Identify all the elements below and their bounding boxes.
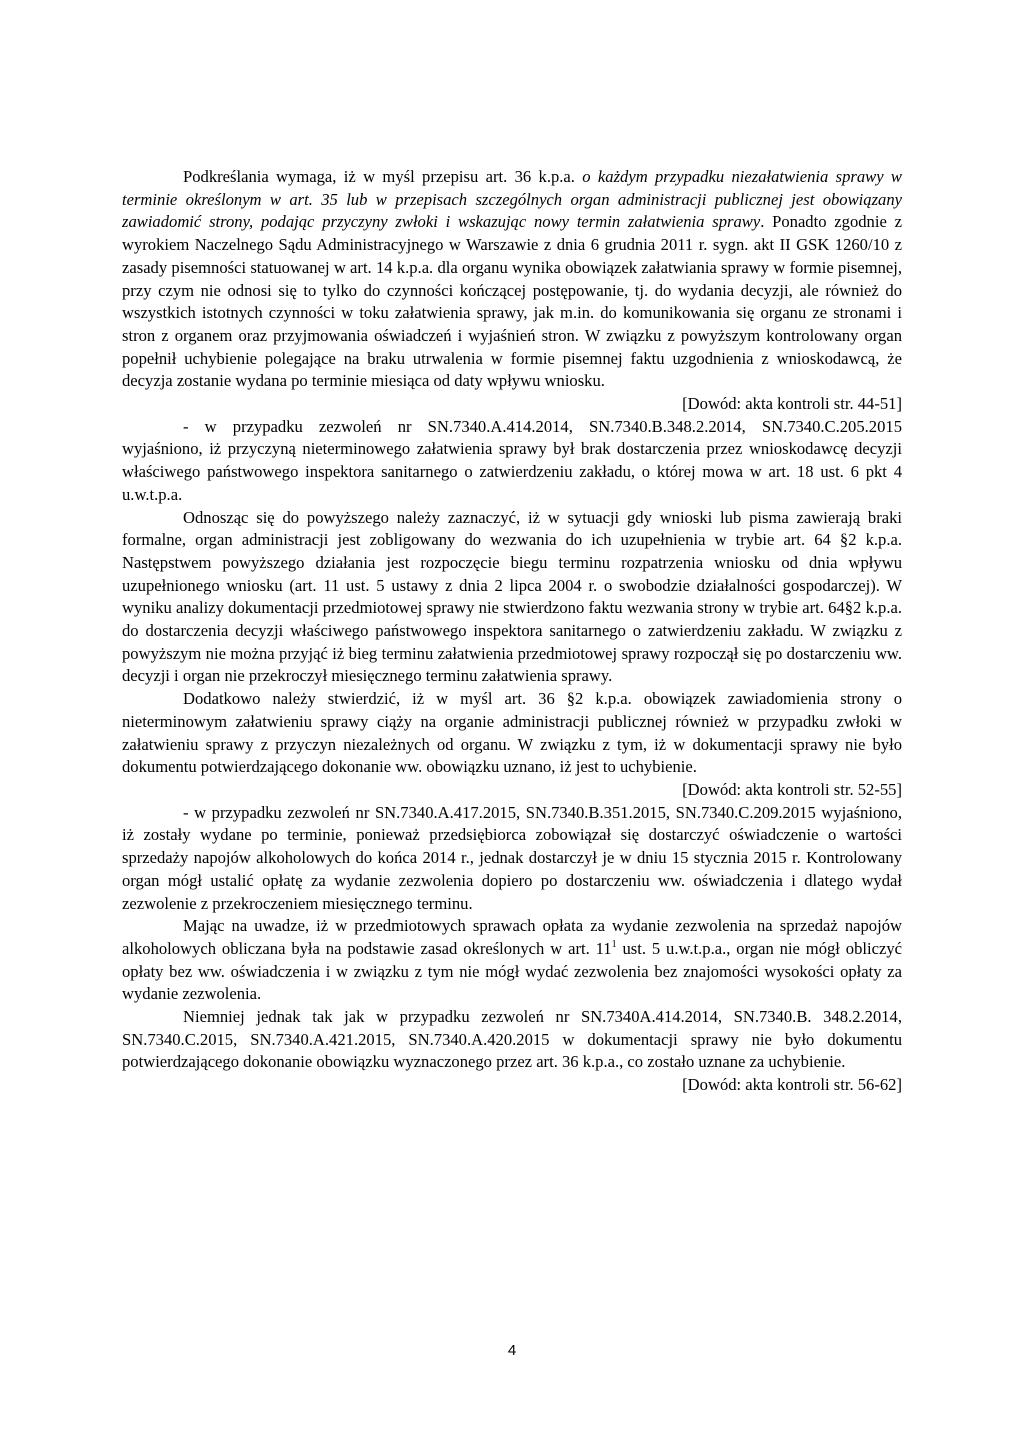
page-number: 4 [507, 1342, 517, 1359]
evidence-citation: [Dowód: akta kontroli str. 52-55] [682, 779, 902, 799]
paragraph-formal-deficiencies: Odnosząc się do powyższego należy zaznaczyć, iż w sytuacji gdy wnioski lub pisma zawierają braki formalne, organ administracji jest zobligowany do wezwania do ich uzupełnienia w trybie art. 64 §2 k.p.a. Następstwem powyższego działania jest rozpoczęcie biegu terminu rozpatrzenia wniosku od dnia wpływu uzupełnionego wniosku (art. 11 ust. 5 ustawy z dnia 2 lipca 2004 r. o swobodzie działalności gospodarczej). W wyniku analizy dokumentacji przedmiotowej sprawy nie stwierdzono faktu wezwania strony w trybie art. 64§2 k.p.a. do dostarczenia decyzji właściwego państwowego inspektora sanitarnego o zatwierdzeniu zakładu. W związku z powyższym nie można przyjąć iż bieg terminu załatwienia przedmiotowej sprawy rozpoczął się po dostarczeniu ww. decyzji i organ nie przekroczył miesięcznego terminu załatwienia sprawy. [122, 507, 902, 686]
superscript: 1 [611, 938, 617, 950]
paragraph-notification-obligation [122, 166, 902, 393]
paragraph-case-permits-2014: - w przypadku zezwoleń nr SN.7340.A.414.2014, SN.7340.B.348.2.2014, SN.7340.C.205.2015 wyjaśniono, iż przyczyną nieterminowego załatwienia sprawy był brak dostarczenia przez wnioskodawcę decyzji właściwego państwowego inspektora sanitarnego o zatwierdzeniu zakładu, o której mowa w art. 18 ust. 6 pkt 4 u.w.t.p.a. [122, 416, 902, 504]
paragraph-text: ust. 5 u.w.t.p.a., organ nie mógł obliczyć opłaty bez ww. oświadczenia i w związku z tym nie mógł wydać zezwolenia bez znajomości wysokości opłaty za wydanie zezwolenia. [122, 938, 902, 1004]
evidence-citation: [Dowód: akta kontroli str. 44-51] [682, 394, 902, 414]
paragraph-fee-calculation [122, 915, 902, 1006]
evidence-citation: [Dowód: akta kontroli str. 56-62] [682, 1075, 902, 1095]
quoted-provision: o każdym przypadku niezałatwienia sprawy w terminie określonym w art. 35 lub w przepisach szczególnych organ administracji publicznej jest obowiązany zawiadomić strony, podając przyczyny zwłoki i wskazując nowy termin załatwienia sprawy [122, 167, 902, 232]
paragraph-case-permits-2015: - w przypadku zezwoleń nr SN.7340.A.417.2015, SN.7340.B.351.2015, SN.7340.C.209.2015 wyjaśniono, iż zostały wydane po terminie, ponieważ przedsiębiorca zobowiązał się dostarczyć oświadczenie o wartości sprzedaży napojów alkoholowych do końca 2014 r., jednak dostarczył je w dniu 15 stycznia 2015 r. Kontrolowany organ mógł ustalić opłatę za wydanie zezwolenia dopiero po dostarczeniu ww. oświadczenia i dlatego wydał zezwolenie z przekroczeniem miesięcznego terminu. [122, 802, 902, 913]
paragraph-conclusion: Niemniej jednak tak jak w przypadku zezwoleń nr SN.7340A.414.2014, SN.7340.B. 348.2.2014, SN.7340.C.2015, SN.7340.A.421.2015, SN.7340.A.420.2015 w dokumentacji sprawy nie było dokumentu potwierdzającego dokonanie obowiązku wyznaczonego przez art. 36 k.p.a., co zostało uznane za uchybienie. [122, 1007, 902, 1072]
paragraph-text: Podkreślania wymaga, iż w myśl przepisu art. 36 k.p.a. [183, 167, 583, 186]
paragraph-text: Mając na uwadze, iż w przedmiotowych sprawach opłata za wydanie zezwolenia na sprzedaż napojów alkoholowych obliczana była na podstawie zasad określonych w art. 11 [122, 916, 902, 958]
paragraph-text: . Ponadto zgodnie z wyrokiem Naczelnego Sądu Administracyjnego w Warszawie z dnia 6 grudnia 2011 r. sygn. akt II GSK 1260/10 z zasady pisemności statuowanej w art. 14 k.p.a. dla organu wynika obowiązek załatwiania sprawy w formie pisemnej, przy czym nie odnosi się to tylko do czynności kończącej postępowanie, tj. do wydania decyzji, ale również do wszystkich istotnych czynności w toku załatwienia sprawy, jak m.in. do komunikowania się organu ze stronami i stron z organem oraz przyjmowania oświadczeń i wyjaśnień stron. W związku z powyższym kontrolowany organ popełnił uchybienie polegające na braku utrwalenia w formie pisemnej faktu uzgodnienia z wnioskodawcą, że decyzja zostanie wydana po terminie miesiąca od daty wpływu wniosku. [122, 212, 902, 391]
document-body [122, 166, 902, 1097]
paragraph-additional-finding: Dodatkowo należy stwierdzić, iż w myśl art. 36 §2 k.p.a. obowiązek zawiadomienia strony o nieterminowym załatwieniu sprawy ciąży na organie administracji publicznej również w przypadku zwłoki w załatwieniu sprawy z przyczyn niezależnych od organu. W związku z tym, iż w dokumentacji sprawy nie było dokumentu potwierdzającego dokonanie ww. obowiązku uznano, iż jest to uchybienie. [122, 689, 902, 777]
